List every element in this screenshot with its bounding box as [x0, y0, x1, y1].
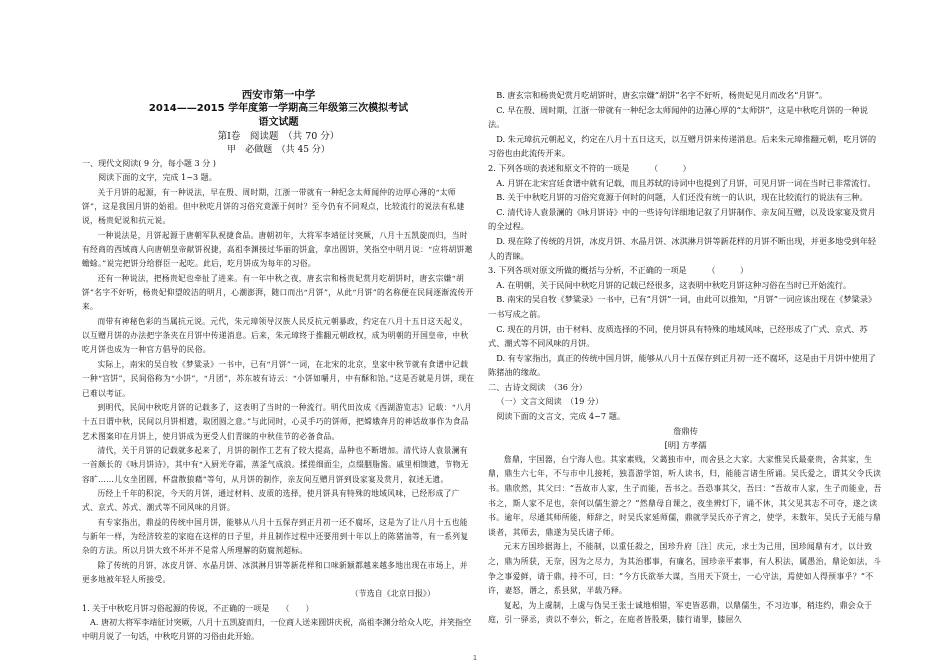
passage-paragraph: 还有一种说法，把杨贵妃也牵扯了进来。有一年中秋之夜，唐玄宗和杨贵妃赏月吃胡饼时，唐玄宗嫌“胡饼”名字不好听，杨贵妃仰望皎洁的明月，心潮澎湃，随口而出“月饼”，从此“月饼”的名称便在民间逐渐流传开来。 — [82, 273, 474, 312]
option-c: C. 现在的月饼，由于材料、皮质选择的不同，使月饼具有特殊的地域风味，已经形成了广式、京式、苏式、潮式等不同风味的月饼。 — [488, 323, 868, 349]
classical-title: 詹鼎传 — [673, 425, 698, 436]
subsection-heading: （一）文言文阅读 （19 分） — [496, 396, 604, 407]
option-b: B. 唐玄宗和杨贵妃赏月吃胡饼时，唐玄宗嫌“胡饼”名字不好听，杨贵妃见月而改名“月饼”。 — [496, 90, 828, 100]
option-d: D. 现在除了传统的月饼，冰皮月饼、水晶月饼、冰淇淋月饼等新花样的月饼不断出现，并更多地受到年轻人的青睐。 — [488, 235, 877, 261]
page-number: 1 — [473, 655, 477, 662]
passage-paragraph: 关于月饼的起源，有一种说法，早在殷、周时期，江浙一带就有一种纪念太师闻仲的边厚心薄的“太师饼”，这是我国月饼的始祖。但中秋吃月饼的习俗究竟源于何时？至今仍有不同观点，比较流行的说法有私建说，杨贵妃说和抗元说。 — [82, 187, 465, 226]
passage-paragraph: 历经上千年的积淀，今天的月饼，通过材料、皮质的选择，使月饼具有特殊的地域风味，已经形成了广式、京式、苏式、潮式等不同风味的月饼。 — [82, 488, 460, 513]
classical-author: [明] 方孝孺 — [664, 440, 707, 451]
left-column — [82, 88, 475, 645]
passage-paragraph: 复起，为上虞制，上虞与伪吴王张士诚地相错，军吏皆恶鼎，以鼎儒生，不习边事，稍违约，鼎会众于庭，引一驿丞，责以不奉公，斩之，在庭者皆股栗，膝行请罪，膝屈久 — [488, 600, 873, 625]
option-d: D. 朱元璋抗元朝起义，约定在八月十五日这天，以互赠月饼来传递消息。后来朱元璋推翻元朝，吃月饼的习俗也由此流传开来。 — [488, 133, 877, 159]
school-name: 西安市第一中学 — [241, 89, 316, 101]
section-title: 甲 必做题 （共 45 分） — [227, 145, 330, 155]
subject-title: 语文试题 — [258, 117, 299, 128]
exam-title: 2014——2015 学年度第一学期高三年级第三次模拟考试 — [148, 103, 409, 114]
option-b: B. 关于中秋吃月饼的习俗究竟源于何时的问题，人们还没有统一的认识，现在比较流行的说法有三种。 — [496, 192, 868, 203]
question-1: 1. 关于中秋吃月饼习俗起源的传说，不正确的一项是 （ ） — [82, 603, 314, 613]
section-heading: 二、古诗文阅读 （36 分） — [488, 381, 587, 392]
instruction: 阅读下面的文言文，完成 4~7 题。 — [496, 411, 626, 422]
passage-paragraph: 元末方国珍据海上，不能制，以重任殺之，国珍升府［注］庆元，求士为己用，国珍闻鼎有才，以计致之，鼎为所获，无奈，因为之尽力，为其治郡事，有廉名，国珍亲平素事，有人积法，属愚治，鼎论如法，斗争之事爱鲜，请于鼎，持不可，曰：“今方氏欲举大谋，当用天下贤士，一心守法，焉使如人得预事乎？”不许，妻怒，谮之，系县狱，半载乃释。 — [488, 542, 882, 596]
passage-paragraph: 有专家指出，鼎益的传统中国月饼，能够从八月十五保存到正月初一还不腐坏，这是为了让八月十五也能与新年一样，为经济较差的家庭在这样的日子里，并且制作过程中还要用到十年以上的陈猪油等，有一系列复杂的方法。所以月饼大致不坏并不是常人所理解的防腐剂超标。 — [82, 517, 469, 556]
right-column — [488, 88, 883, 628]
passage-paragraph: 实际上，南宋的吴自牧《梦粱录》一书中，已有“月饼”一词，在北宋的北京，皇家中秋节就有食谱中记载一种“宫饼”，民间俗称为“小饼”，“月团”，苏东坡有诗云：“小饼如嚼月，中有酥和饴。”这是否就是月饼，现在已难以考证。 — [82, 359, 475, 398]
passage-paragraph: 到明代，民间中秋吃月饼的记载多了，这表明了当时的一种流行。明代田汝成《西湖游览志》记载：“八月十五日谓中秋，民间以月饼相遗，取团圆之意。”与此同时，心灵手巧的饼师，把嫦娥奔月的神话故事作为食品艺术图案印在月饼上，使月饼成为更受人们青睐的中秋佳节的必备食品。 — [82, 402, 473, 441]
option-c: C. 清代诗人袁景澜的《咏月饼诗》中的一些诗句详细地记叙了月饼制作、亲友间互赠，以及设家宴及赏月的全过程。 — [488, 206, 876, 232]
option-a: A. 唐初大将军李靖征讨突厥，八月十五凯旋而归，一位商人送来圆饼庆祝，高祖李渊分给众人吃，并笑指空中明月说了一句话，中秋吃月饼的习俗由此开始。 — [82, 618, 472, 642]
question-3: 3. 下列各项对原文所做的概括与分析，不正确的一项是 （ ） — [488, 265, 749, 276]
instruction: 阅读下面的文字，完成 1~3 题。 — [98, 173, 217, 183]
passage-paragraph: 一种说法是，月饼起源于唐朝军队祝捷食品。唐朝初年，大将军李靖征讨突厥，八月十五凯旋而归，当时有经商的西域商人向唐朝皇帝献饼祝捷，高祖李渊接过华丽的饼盒，拿出圆饼，笑指空中明月说：“应将胡饼邀蟾蜍。”说完把饼分给群臣一起吃。此后，吃月饼成为每年的习俗。 — [82, 230, 473, 269]
passage-paragraph: 清代，关于月饼的记载就多起来了，月饼的制作工艺有了较大提高，品种也不断增加。清代诗人袁景澜有一首颇长的《咏月饼诗》，其中有“入厨光夺霜，蒸釜气成浪。揉搓细面尘，点缀胭脂酱。戚里相馈遗，节物无容旷……儿女坐团圆，杯盘散狼藉”等句，从月饼的制作，亲友间互赠月饼到设家宴及赏月，叙述无遗。 — [82, 445, 469, 484]
passage-paragraph: 而带有神秘色彩的当属抗元说。元代，朱元璋领导汉族人民反抗元朝暴政，约定在八月十五日这天起义，以互赠月饼的办法把字条夹在月饼中传递消息。后来，朱元璋终于推翻元朝政权，成为明朝的开国皇帝，中秋吃月饼也成为一种官方倡导的民俗。 — [82, 316, 469, 355]
option-d: D. 有专家指出，真正的传统中国月饼，能够从八月十五保存到正月初一还不腐坏，这是由于月饼中使用了陈猪油的缘故。 — [488, 352, 877, 378]
section-heading: 一、现代文阅读( 9 分，每小题 3 分 ) — [82, 159, 216, 168]
classical-passage — [488, 453, 883, 628]
option-a: A. 月饼在北宋宫廷食谱中就有记载，而且苏轼的诗词中也提到了月饼，可见月饼一词在当时已非常流行。 — [496, 177, 876, 188]
question-2: 2. 下列各项的表述和原文不符的一项是 （ ） — [488, 162, 691, 173]
option-b: B. 南宋的吴自牧《梦粱录》一书中，已有“月饼”一词，由此可以推知，“月饼”一词应该出现在《梦粱录》一书写成之前。 — [488, 294, 877, 319]
option-a: A. 在明朝，关于民间中秋吃月饼的记载已经很多，这表明中秋吃月饼这种习俗在当时已开始流行。 — [496, 279, 852, 290]
passage-paragraph: 除了传统的月饼，冰皮月饼、水晶月饼、冰淇淋月饼等新花样和口味新颖都越来越多地出现在市场上，并更多地被年轻人所接受。 — [82, 560, 468, 584]
part-title: 第Ⅰ卷 阅读题 （共 70 分） — [217, 131, 340, 142]
passage — [82, 186, 475, 588]
passage-source: （节选自《北京日报》） — [350, 589, 435, 599]
option-c: C. 早在殷、周时期，江浙一带就有一种纪念太师闻仲的边薄心厚的“太师饼”，这是中秋吃月饼的一种说法。 — [488, 104, 868, 130]
passage-paragraph: 詹鼎，宇国器，台宁海人也。其家素贱，父蔼独市中，而舍县之大家。大家惟吴氏最豪贵，舍其家，生鼎，鼎生六七年，不与市中儿接耗，独喜游学馆，听人读书，归，能能言诸生所诵。吴氏爱之，谓其父令氏读书。鼎欣然，其父曰：“吾故市人家，生子而能，吾书之。吾恐事其父，吾曰：“吾故市人家，生子而能业，吾书之，斯人家不足也，奈何以儒生游之？”然鼎母自课之，夜坐辨灯下，诵不休，其父见其志不可夺，遂之读书。逾年，尽通其师所能，师辞之，时吴氏家延师儒，鼎就学吴氏亦子宵之，使学，未数年，吴氏子无能与鼎谈者，其师去，鼎遂为吴氏诸子师。 — [488, 454, 882, 537]
